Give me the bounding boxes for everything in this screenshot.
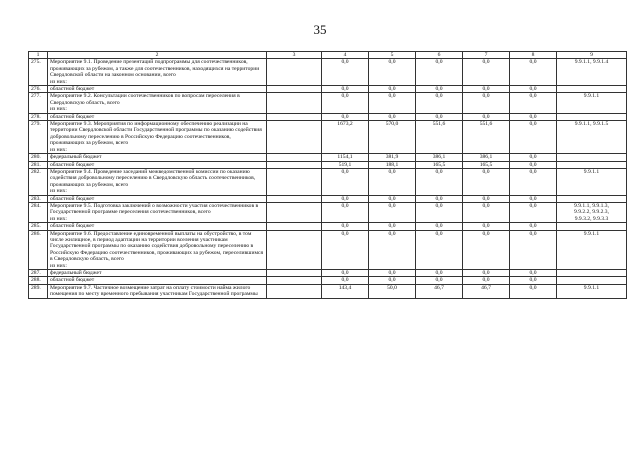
description-cell: областной бюджет bbox=[48, 86, 267, 93]
column-4-cell: 0,0 bbox=[322, 113, 369, 120]
column-5-cell: 0,0 bbox=[369, 270, 416, 277]
column-5-cell: 381,9 bbox=[369, 154, 416, 161]
column-7-cell: 386,1 bbox=[463, 154, 510, 161]
column-5-cell: 0,0 bbox=[369, 93, 416, 113]
column-6-cell: 0,0 bbox=[416, 86, 463, 93]
header-cell: 4 bbox=[322, 52, 369, 59]
header-cell: 1 bbox=[29, 52, 48, 59]
table-row bbox=[29, 277, 627, 284]
row-number-cell: 280. bbox=[29, 154, 48, 161]
column-3-cell bbox=[267, 168, 322, 195]
column-6-cell: 0,0 bbox=[416, 277, 463, 284]
column-3-cell bbox=[267, 284, 322, 298]
row-number-cell: 276. bbox=[29, 86, 48, 93]
column-6-cell: 0,0 bbox=[416, 195, 463, 202]
description-cell: Мероприятие 9.2. Консультации соотечественников по вопросам переселения в Свердловскую область, всего из них: bbox=[48, 93, 267, 113]
column-6-cell: 386,1 bbox=[416, 154, 463, 161]
table-row bbox=[29, 113, 627, 120]
column-6-cell: 0,0 bbox=[416, 202, 463, 222]
header-cell: 7 bbox=[463, 52, 510, 59]
target-codes-cell: 9.9.1.1, 9.9.1.4 bbox=[557, 59, 627, 86]
column-7-cell: 0,0 bbox=[463, 59, 510, 86]
target-codes-cell: 9.9.1.1 bbox=[557, 93, 627, 113]
target-codes-cell bbox=[557, 223, 627, 230]
column-4-cell: 0,0 bbox=[322, 168, 369, 195]
column-7-cell: 0,0 bbox=[463, 202, 510, 222]
column-8-cell: 0,0 bbox=[510, 277, 557, 284]
target-codes-cell bbox=[557, 270, 627, 277]
row-number-cell: 281. bbox=[29, 161, 48, 168]
target-codes-cell bbox=[557, 86, 627, 93]
table-row bbox=[29, 86, 627, 93]
row-number-cell: 289. bbox=[29, 284, 48, 298]
column-8-cell: 0,0 bbox=[510, 93, 557, 113]
column-4-cell: 0,0 bbox=[322, 223, 369, 230]
row-number-cell: 275. bbox=[29, 59, 48, 86]
row-number-cell: 277. bbox=[29, 93, 48, 113]
column-3-cell bbox=[267, 270, 322, 277]
column-4-cell: 0,0 bbox=[322, 59, 369, 86]
description-cell: федеральный бюджет bbox=[48, 270, 267, 277]
column-4-cell: 0,0 bbox=[322, 230, 369, 269]
target-codes-cell bbox=[557, 277, 627, 284]
column-4-cell: 0,0 bbox=[322, 277, 369, 284]
column-3-cell bbox=[267, 93, 322, 113]
column-7-cell: 551,6 bbox=[463, 121, 510, 154]
column-7-cell: 0,0 bbox=[463, 93, 510, 113]
table-row bbox=[29, 161, 627, 168]
column-3-cell bbox=[267, 121, 322, 154]
column-5-cell: 0,0 bbox=[369, 277, 416, 284]
table-row bbox=[29, 284, 627, 298]
column-8-cell: 0,0 bbox=[510, 270, 557, 277]
row-number-cell: 278. bbox=[29, 113, 48, 120]
column-8-cell: 0,0 bbox=[510, 230, 557, 269]
column-5-cell: 0,0 bbox=[369, 202, 416, 222]
column-6-cell: 165,5 bbox=[416, 161, 463, 168]
column-6-cell: 0,0 bbox=[416, 168, 463, 195]
table-row bbox=[29, 154, 627, 161]
table-row bbox=[29, 59, 627, 86]
row-number-cell: 282. bbox=[29, 168, 48, 195]
header-cell: 5 bbox=[369, 52, 416, 59]
column-3-cell bbox=[267, 202, 322, 222]
column-3-cell bbox=[267, 195, 322, 202]
row-number-cell: 283. bbox=[29, 195, 48, 202]
column-8-cell: 0,0 bbox=[510, 168, 557, 195]
description-cell: Мероприятие 9.6. Предоставление единовременной выплаты на обустройство, в том числе жилищное, в период адаптации на территории вселения участникам Государственной программы по оказанию содействия добровольному переселению в Российскую Федерацию соотечественников, проживающих за рубежом, переселившимся в Свердловскую область, всего из них: bbox=[48, 230, 267, 269]
column-5-cell: 0,0 bbox=[369, 113, 416, 120]
target-codes-cell: 9.9.1.1 bbox=[557, 284, 627, 298]
table-row bbox=[29, 270, 627, 277]
column-8-cell: 0,0 bbox=[510, 284, 557, 298]
column-4-cell: 0,0 bbox=[322, 93, 369, 113]
column-4-cell: 1673,2 bbox=[322, 121, 369, 154]
column-4-cell: 519,1 bbox=[322, 161, 369, 168]
column-6-cell: 46,7 bbox=[416, 284, 463, 298]
column-5-cell: 0,0 bbox=[369, 168, 416, 195]
table-row bbox=[29, 202, 627, 222]
table-row bbox=[29, 223, 627, 230]
column-3-cell bbox=[267, 154, 322, 161]
row-number-cell: 286. bbox=[29, 230, 48, 269]
column-7-cell: 0,0 bbox=[463, 277, 510, 284]
column-4-cell: 143,4 bbox=[322, 284, 369, 298]
row-number-cell: 287. bbox=[29, 270, 48, 277]
target-codes-cell bbox=[557, 161, 627, 168]
column-8-cell: 0,0 bbox=[510, 202, 557, 222]
column-8-cell: 0,0 bbox=[510, 113, 557, 120]
description-cell: областной бюджет bbox=[48, 161, 267, 168]
column-4-cell: 0,0 bbox=[322, 202, 369, 222]
page-number: 35 bbox=[313, 22, 327, 37]
table-row bbox=[29, 230, 627, 269]
column-8-cell: 0,0 bbox=[510, 195, 557, 202]
description-cell: областной бюджет bbox=[48, 113, 267, 120]
description-cell: Мероприятие 9.7. Частичное возмещение затрат на оплату стоимости найма жилого помещения по месту временного пребывания участникам Государственной программы bbox=[48, 284, 267, 298]
target-codes-cell bbox=[557, 195, 627, 202]
column-3-cell bbox=[267, 86, 322, 93]
description-cell: областной бюджет bbox=[48, 195, 267, 202]
column-8-cell: 0,0 bbox=[510, 154, 557, 161]
column-6-cell: 0,0 bbox=[416, 59, 463, 86]
column-3-cell bbox=[267, 230, 322, 269]
column-5-cell: 0,0 bbox=[369, 86, 416, 93]
header-row bbox=[29, 52, 627, 59]
target-codes-cell bbox=[557, 113, 627, 120]
column-7-cell: 0,0 bbox=[463, 230, 510, 269]
column-8-cell: 0,0 bbox=[510, 223, 557, 230]
column-7-cell: 46,7 bbox=[463, 284, 510, 298]
header-cell: 3 bbox=[267, 52, 322, 59]
header-cell: 2 bbox=[48, 52, 267, 59]
row-number-cell: 284. bbox=[29, 202, 48, 222]
column-3-cell bbox=[267, 223, 322, 230]
column-5-cell: 570,0 bbox=[369, 121, 416, 154]
column-4-cell: 0,0 bbox=[322, 270, 369, 277]
target-codes-cell: 9.9.1.1, 9.9.1.5 bbox=[557, 121, 627, 154]
column-4-cell: 1154,1 bbox=[322, 154, 369, 161]
column-3-cell bbox=[267, 161, 322, 168]
column-5-cell: 188,1 bbox=[369, 161, 416, 168]
column-7-cell: 0,0 bbox=[463, 195, 510, 202]
column-3-cell bbox=[267, 113, 322, 120]
column-6-cell: 0,0 bbox=[416, 270, 463, 277]
column-8-cell: 0,0 bbox=[510, 59, 557, 86]
header-cell: 9 bbox=[557, 52, 627, 59]
column-7-cell: 0,0 bbox=[463, 168, 510, 195]
table-row bbox=[29, 195, 627, 202]
column-6-cell: 551,6 bbox=[416, 121, 463, 154]
description-cell: Мероприятие 9.5. Подготовка заключений о возможности участия соотечественников в Государственной программе переселения соотечественников, всего из них: bbox=[48, 202, 267, 222]
row-number-cell: 285. bbox=[29, 223, 48, 230]
target-codes-cell: 9.9.1.1, 9.9.1.3, 9.9.2.2, 9.9.2.3, 9.9.3.2, 9.9.3.3 bbox=[557, 202, 627, 222]
description-cell: областной бюджет bbox=[48, 277, 267, 284]
column-5-cell: 0,0 bbox=[369, 59, 416, 86]
header-cell: 8 bbox=[510, 52, 557, 59]
column-3-cell bbox=[267, 59, 322, 86]
column-6-cell: 0,0 bbox=[416, 93, 463, 113]
column-5-cell: 50,0 bbox=[369, 284, 416, 298]
column-5-cell: 0,0 bbox=[369, 195, 416, 202]
target-codes-cell: 9.9.1.1 bbox=[557, 168, 627, 195]
column-6-cell: 0,0 bbox=[416, 113, 463, 120]
description-cell: федеральный бюджет bbox=[48, 154, 267, 161]
column-8-cell: 0,0 bbox=[510, 121, 557, 154]
description-cell: Мероприятие 9.4. Проведение заседаний межведомственной комиссии по оказанию содействия добровольному переселению в Свердловскую область соотечественников, проживающих за рубежом, всего из них: bbox=[48, 168, 267, 195]
description-cell: Мероприятие 9.3. Мероприятия по информационному обеспечению реализации на территории Свердловской области Государственной программы по оказанию содействия добровольному переселению в Российскую Федерацию соотечественников, проживающих за рубежом, всего из них: bbox=[48, 121, 267, 154]
column-7-cell: 165,5 bbox=[463, 161, 510, 168]
column-8-cell: 0,0 bbox=[510, 86, 557, 93]
table-row bbox=[29, 121, 627, 154]
table-row bbox=[29, 168, 627, 195]
description-cell: Мероприятие 9.1. Проведение презентаций подпрограммы для соотечественников, проживающих за рубежом, а также для соотечественников, находящихся на территории Свердловской области на законном основании, всего из них: bbox=[48, 59, 267, 86]
target-codes-cell bbox=[557, 154, 627, 161]
column-7-cell: 0,0 bbox=[463, 223, 510, 230]
column-5-cell: 0,0 bbox=[369, 223, 416, 230]
target-codes-cell: 9.9.1.1 bbox=[557, 230, 627, 269]
column-6-cell: 0,0 bbox=[416, 230, 463, 269]
column-8-cell: 0,0 bbox=[510, 161, 557, 168]
column-4-cell: 0,0 bbox=[322, 86, 369, 93]
row-number-cell: 288. bbox=[29, 277, 48, 284]
column-3-cell bbox=[267, 277, 322, 284]
column-7-cell: 0,0 bbox=[463, 270, 510, 277]
column-7-cell: 0,0 bbox=[463, 86, 510, 93]
table-row bbox=[29, 93, 627, 113]
row-number-cell: 279. bbox=[29, 121, 48, 154]
column-7-cell: 0,0 bbox=[463, 113, 510, 120]
budget-table bbox=[28, 51, 627, 299]
column-6-cell: 0,0 bbox=[416, 223, 463, 230]
column-4-cell: 0,0 bbox=[322, 195, 369, 202]
description-cell: областной бюджет bbox=[48, 223, 267, 230]
column-5-cell: 0,0 bbox=[369, 230, 416, 269]
header-cell: 6 bbox=[416, 52, 463, 59]
